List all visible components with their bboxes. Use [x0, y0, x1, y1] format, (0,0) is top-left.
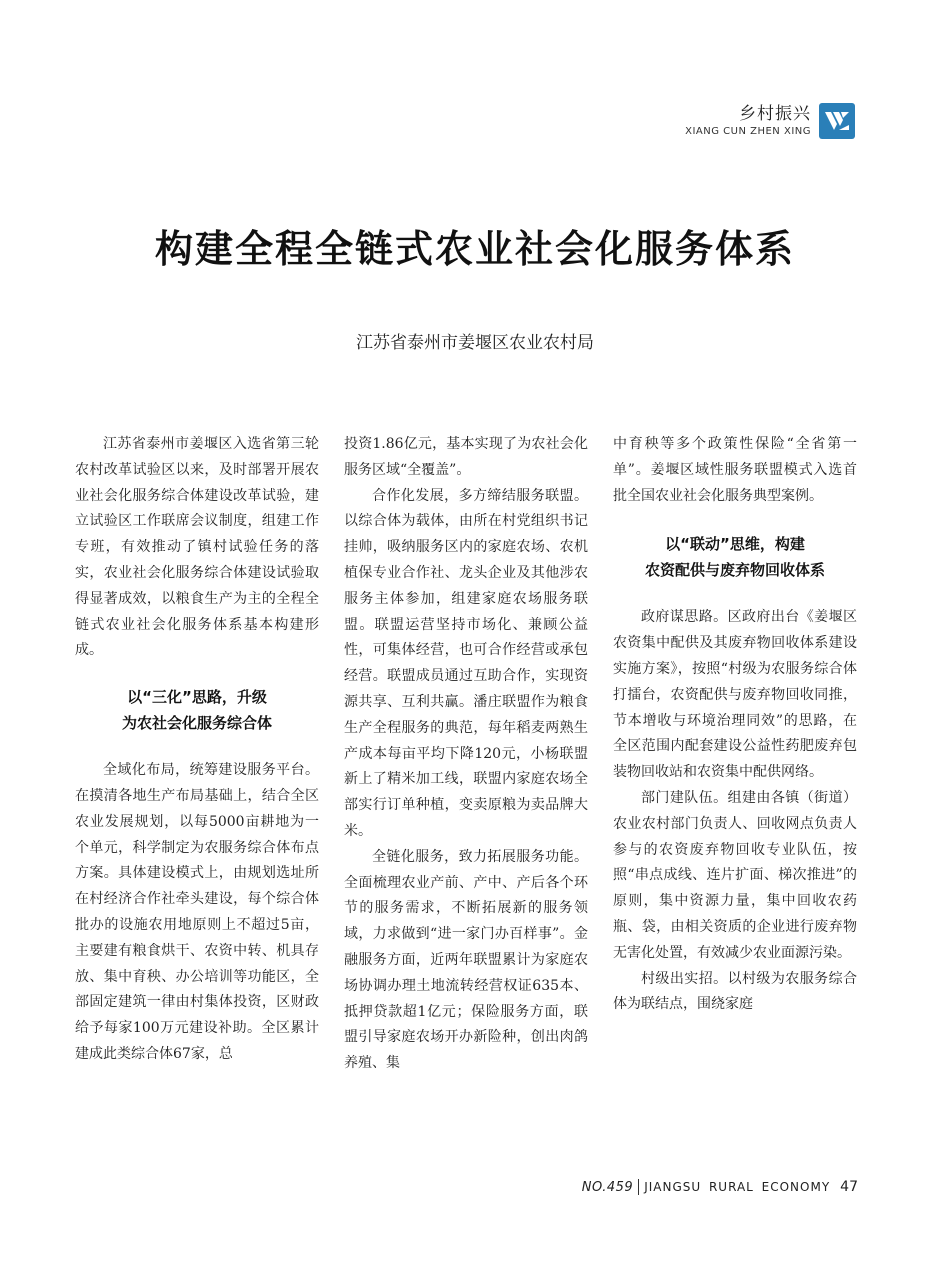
- paragraph-department: 部门建队伍。组建由各镇（街道）农业农村部门负责人、回收网点负责人参与的农资废弃物回收专业队伍，按照“串点成线、连片扩面、梯次推进”的原则，集中资源力量，集中回收农药瓶、袋，由相关资质的企业进行废弃物无害化处置，有效减少农业面源污染。: [613, 789, 857, 961]
- article-author: 江苏省泰州市姜堰区农业农村局: [356, 333, 594, 353]
- page-number: 47: [840, 1179, 858, 1195]
- page-footer: [582, 1175, 858, 1199]
- section-heading-1-line-2: 为农社会化服务综合体: [121, 714, 272, 733]
- paragraph-cooperation: 合作化发展，多方缔结服务联盟。以综合体为载体，由所在村党组织书记挂帅，吸纳服务区内的家庭农场、农机植保专业合作社、龙头企业及其他涉农服务主体参加，组建家庭农场服务联盟。联盟运营坚持市场化、兼顾公益性，可集体经营，也可合作经营或承包经营。联盟成员通过互助合作，实现资源共享、互利共赢。潘庄联盟作为粮食生产全程服务的典范，每年稻麦两熟生产成本每亩平均下降120元，小杨联盟新上了精米加工线，联盟内家庭农场全部实行订单种植，变卖原粮为卖品牌大米。: [344, 487, 588, 839]
- article-title: 构建全程全链式农业社会化服务体系: [154, 227, 795, 271]
- paragraph-village: 村级出实招。以村级为农服务综合体为联结点，围绕家庭: [613, 970, 857, 1013]
- issue-number: NO.459: [581, 1179, 634, 1195]
- section-heading-1: [75, 684, 319, 736]
- section-header-text: [685, 103, 811, 139]
- paragraph-intro: 江苏省泰州市姜堰区入选省第三轮农村改革试验区以来，及时部署开展农业社会化服务综合体建设改革试验，建立试验区工作联席会议制度，组建工作专班，有效推动了镇村试验任务的落实，农业社会化服务综合体建设试验取得显著成效，以粮食生产为主的全程全链式农业社会化服务体系基本构建形成。: [75, 436, 319, 659]
- paragraph-layout: 全域化布局，统筹建设服务平台。在摸清各地生产布局基础上，结合全区农业发展规划，以每5000亩耕地为一个单元，科学制定为农服务综合体布点方案。具体建设模式上，由规划选址所在村经济合作社牵头建设，每个综合体批办的设施农用地原则上不超过5亩，主要建有粮食烘干、农资中转、机具存放、集中育秧、办公培训等功能区，全部固定建筑一律由村集体投资，区财政给予每家100万元建设补助。全区累计建成此类综合体67家，总: [75, 762, 319, 1062]
- section-heading-1-line-1: 以“三化”思路，升级: [127, 688, 267, 707]
- text-column-3: [613, 432, 857, 1018]
- rural-revitalization-logo-icon: [819, 103, 855, 139]
- section-heading-2-line-2: 农资配供与废弃物回收体系: [644, 561, 825, 580]
- paragraph-government: 政府谋思路。区政府出台《姜堰区农资集中配供及其废弃物回收体系建设实施方案》，按照“村级为农服务综合体打擂台，农资配供与废弃物回收同推，节本增收与环境治理同效”的思路，在全区范围内配套建设公益性药肥废弃包装物回收站和农资集中配供网络。: [613, 609, 857, 781]
- section-name-cn: 乡村振兴: [739, 104, 811, 124]
- text-column-2: [344, 432, 588, 1077]
- section-name-en: XIANG CUN ZHEN XING: [685, 126, 811, 137]
- journal-name: JIANGSU RURAL ECONOMY: [644, 1180, 831, 1194]
- paragraph-continued: 投资1.86亿元，基本实现了为农社会化服务区域“全覆盖”。: [344, 436, 588, 478]
- footer-divider: [638, 1179, 639, 1195]
- section-heading-2: [613, 531, 857, 583]
- section-header: [685, 100, 855, 142]
- paragraph-full-chain: 全链化服务，致力拓展服务功能。全面梳理农业产前、产中、产后各个环节的服务需求，不断拓展新的服务领域，力求做到“进一家门办百样事”。金融服务方面，近两年联盟累计为家庭农场协调办理土地流转经营权证635本、抵押贷款超1亿元；保险服务方面，联盟引导家庭农场开办新险种，创出肉鸽养殖、集: [344, 848, 588, 1072]
- paragraph-insurance: 中育秧等多个政策性保险“全省第一单”。姜堰区域性服务联盟模式入选首批全国农业社会化服务典型案例。: [613, 436, 857, 504]
- section-heading-2-line-1: 以“联动”思维，构建: [665, 535, 805, 554]
- text-column-1: [75, 432, 319, 1068]
